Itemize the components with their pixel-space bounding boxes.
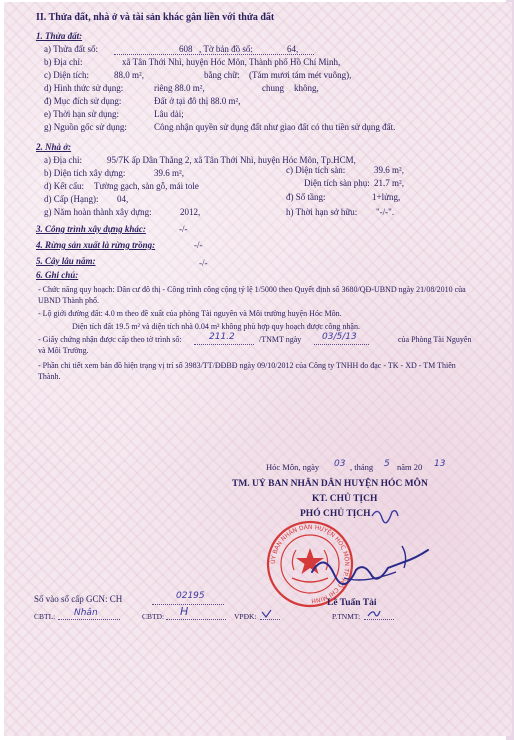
origin-label: g) Nguồn gốc sử dụng:	[44, 122, 127, 132]
cbtl-label: CBTL:	[34, 612, 56, 621]
land-heading: 1. Thửa đất:	[36, 31, 83, 41]
note-road: - Lộ giới đường đất: 4.0 m theo đề xuất của phòng Tài nguyên và Môi trường huyện Hóc Môn.	[38, 309, 342, 318]
note-planning: - Chức năng quy hoạch: Dân cư đô thị - Công trình công cộng tỷ lệ 1/5000 theo Quyết định số 3680/QĐ-UBND ngày 21/08/2010 của UBND Thành phố.	[38, 285, 466, 305]
area-label: c) Diện tích:	[44, 70, 89, 80]
completion-year: 2012,	[180, 207, 201, 217]
area-words: (Tám mươi tám mét vuông),	[249, 70, 352, 80]
perennial-label: 5. Cây lâu năm:	[36, 256, 96, 266]
usage-private: riêng 88.0 m²,	[154, 83, 205, 93]
usage-common: không,	[294, 83, 319, 93]
grade-value: 04,	[117, 194, 129, 204]
plot-number-label: a) Thửa đất số:	[44, 44, 98, 54]
sub-floor-area: 21.7 m²,	[374, 178, 404, 188]
completion-year-label: g) Năm hoàn thành xây dựng:	[44, 207, 152, 217]
origin-value: Công nhận quyền sử dụng đất như giao đất có thu tiền sử dụng đất.	[154, 122, 396, 132]
ownership-term-label: h) Thời hạn sở hữu:	[286, 207, 358, 217]
structure-value: Tường gạch, sàn gỗ, mái tole	[94, 181, 199, 191]
dotted-line	[152, 604, 224, 605]
dotted-line	[58, 619, 120, 620]
other-works-value: -/-	[179, 224, 188, 234]
land-address: xã Tân Thới Nhì, huyện Hóc Môn, Thành phố Hồ Chí Minh,	[122, 57, 341, 67]
handwritten-signature-icon	[304, 532, 434, 602]
book-label: Số vào sổ cấp GCN: CH	[34, 594, 123, 604]
term-label: e) Thời hạn sử dụng:	[44, 109, 119, 119]
plot-number: 608	[179, 44, 193, 54]
sub-floor-label: Diện tích sàn phụ:	[304, 178, 370, 188]
ownership-term: "-/-".	[376, 207, 395, 217]
note-detail-map: - Phần chi tiết xem bản đồ hiện trạng vị trí số 3983/TT/ĐĐBĐ ngày 09/10/2012 của Công ty TNHH đo đạc - TK - XD - TM Thiên Thành.	[38, 361, 456, 381]
note-memo-issuer: của Phòng Tài Nguyên và Môi Trường.	[38, 335, 472, 355]
memo-date: 03/5/13	[322, 332, 357, 342]
perennial-value: -/-	[199, 258, 208, 268]
sign-place-label: Hóc Môn, ngày	[266, 462, 320, 472]
signer-name: Lê Tuấn Tài	[327, 598, 377, 608]
structure-label: d) Kết cấu:	[44, 181, 84, 191]
sign-month: 5	[384, 459, 390, 469]
floors-value: 1+lửng,	[372, 192, 401, 202]
other-works-label: 3. Công trình xây dựng khác:	[36, 224, 146, 234]
cbtd-label: CBTD:	[142, 612, 165, 621]
pnmt-label: P.TNMT:	[332, 612, 361, 621]
dotted-line	[364, 619, 394, 620]
house-address: 95/7K ấp Dân Thắng 2, xã Tân Thới Nhì, huyện Hóc Môn, Tp.HCM,	[107, 155, 356, 165]
floor-area-label: c) Diện tích sàn:	[286, 165, 346, 175]
section-title: II. Thửa đất, nhà ở và tài sản khác gắn liền với thửa đất	[36, 12, 275, 23]
issuing-org: TM. UỶ BAN NHÂN DÂN HUYỆN HÓC MÔN	[232, 479, 428, 489]
purpose-value: Đất ở tại đô thị 88.0 m²,	[154, 96, 241, 106]
forest-value: -/-	[194, 240, 203, 250]
cbtd-initials: H	[180, 605, 189, 618]
purpose-label: đ) Mục đích sử dụng:	[44, 96, 122, 106]
note-memo-date-label: /TNMT ngày	[259, 335, 302, 344]
map-sheet-number: 64,	[287, 44, 299, 54]
note-area: Diện tích đất 19.5 m² và diện tích nhà 0.04 m² không phù hợp quy hoạch được công nhận.	[72, 322, 360, 331]
usage-form-label: d) Hình thức sử dụng:	[44, 83, 124, 93]
certificate-page	[4, 2, 512, 736]
forest-label: 4. Rừng sản xuất là rừng trồng:	[36, 240, 156, 250]
building-area-label: b) Diện tích xây dựng:	[44, 168, 126, 178]
term-value: Lâu dài;	[154, 109, 184, 119]
map-sheet-label: , Tờ bản đồ số:	[199, 44, 253, 54]
pnmt-initial-icon	[367, 608, 381, 619]
role-vice-chair: PHÓ CHỦ TỊCH	[300, 509, 371, 519]
sign-year: 13	[434, 459, 446, 469]
initials-scribble-icon	[370, 504, 400, 524]
house-address-label: a) Địa chỉ:	[44, 155, 82, 165]
vpdk-initial-icon	[261, 609, 273, 619]
book-number: 02195	[176, 591, 205, 601]
sign-day: 03	[334, 459, 346, 469]
grade-label: d) Cấp (Hạng):	[44, 194, 99, 204]
area-value: 88.0 m²,	[114, 70, 144, 80]
vpdk-label: VPĐK:	[234, 612, 257, 621]
land-address-label: b) Địa chỉ:	[44, 57, 83, 67]
floors-label: đ) Số tầng:	[286, 192, 326, 202]
cbtl-initials: Nhân	[74, 608, 98, 618]
seal-text: ỦY BAN NHÂN DÂN HUYỆN HÓC MÔN TP. HỒ CHÍ MINH	[269, 523, 351, 605]
floor-area: 39.6 m²,	[374, 165, 404, 175]
area-words-label: bằng chữ:	[204, 70, 240, 80]
sign-year-label: năm 20	[397, 462, 423, 472]
sign-month-label: , tháng	[350, 462, 374, 472]
dotted-line	[260, 619, 280, 620]
building-area: 39.6 m²,	[154, 168, 184, 178]
house-heading: 2. Nhà ở:	[36, 142, 72, 152]
role-deputy: KT. CHỦ TỊCH	[312, 494, 378, 504]
usage-common-label: chung	[262, 83, 284, 93]
dotted-line	[166, 619, 226, 620]
memo-number: 211.2	[209, 332, 235, 342]
notes-label: 6. Ghi chú:	[36, 270, 79, 280]
note-memo-label: - Giấy chứng nhận được cấp theo tờ trình số:	[38, 335, 182, 344]
